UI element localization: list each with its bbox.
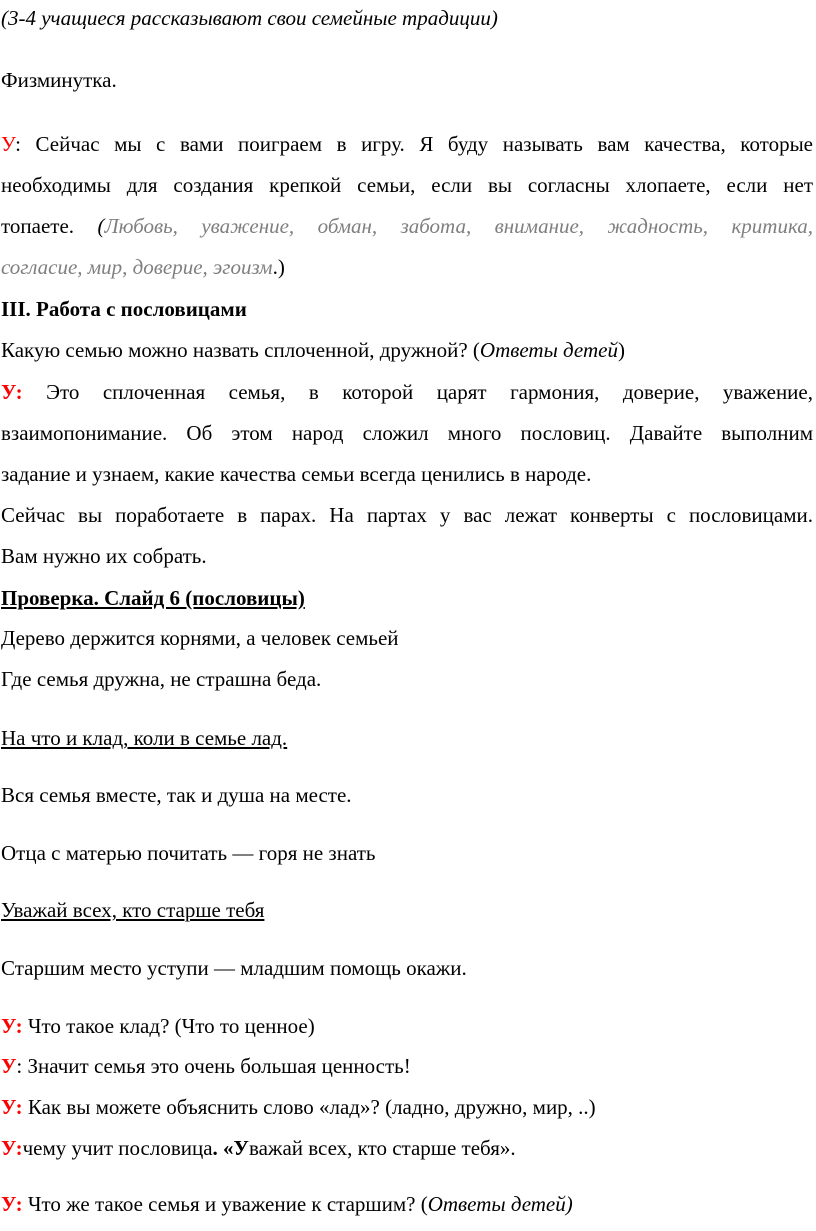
explain-line-1-text: Это сплоченная семья, в которой царят гармония, доверие, уважение, <box>46 380 813 404</box>
qualities-open-paren: ( <box>97 214 105 238</box>
dialog-line-5-answer: Ответы детей) <box>427 1192 573 1216</box>
question-answer: Ответы детей <box>479 338 618 362</box>
teacher-speaker-label: У <box>1 132 16 156</box>
section-heading: III. Работа с пословицами <box>1 297 247 321</box>
game-paragraph-line-3 <box>1 213 813 239</box>
proverb-item: Старшим место уступи — младшим помощь окажи. <box>1 956 467 980</box>
game-paragraph-line-4 <box>1 254 813 280</box>
dialog-line-1 <box>1 1013 813 1039</box>
explain-line-3: задание и узнаем, какие качества семьи всегда ценились в народе. <box>1 462 592 486</box>
dialog-line-3-text: Как вы можете объяснить слово «лад»? (ладно, дружно, мир, ..) <box>22 1095 596 1119</box>
game-line-3-text: топаете. <box>1 214 75 238</box>
explain-line-2: взаимопонимание. Об этом народ сложил много пословиц. Давайте выполним <box>1 421 813 445</box>
qualities-list-b: согласие, мир, доверие, эгоизм <box>1 255 273 279</box>
dialog-line-4-text-a: чему учит пословица <box>22 1136 213 1160</box>
teacher-speaker-label: У: <box>1 1014 23 1038</box>
teacher-speaker-label: У: <box>1 1192 23 1216</box>
proverb-item: Дерево держится корнями, а человек семьей <box>1 626 399 650</box>
speaker-separator: : <box>15 132 21 156</box>
pairs-line-2: Вам нужно их собрать. <box>1 544 207 568</box>
question-line <box>1 337 813 363</box>
game-paragraph-line-2: необходимы для создания крепкой семьи, если вы согласны хлопаете, если нет <box>1 173 813 197</box>
proverb-item: Вся семья вместе, так и душа на месте. <box>1 783 352 807</box>
proverb-item: Где семья дружна, не страшна беда. <box>1 667 322 691</box>
teacher-speaker-label: У <box>1 1054 17 1078</box>
dialog-line-2-text: : Значит семья это очень большая ценность! <box>16 1054 411 1078</box>
intro-note: (3-4 учащиеся рассказывают свои семейные традиции) <box>1 6 498 30</box>
check-heading: Проверка. Слайд 6 (пословицы) <box>1 586 305 610</box>
physical-break-label: Физминутка. <box>1 68 117 92</box>
dialog-line-5 <box>1 1191 813 1217</box>
teacher-speaker-label: У: <box>1 1095 23 1119</box>
dialog-line-1-text: Что такое клад? (Что то ценное) <box>22 1014 315 1038</box>
dialog-line-5-text: Что же такое семья и уважение к старшим? ( <box>22 1192 428 1216</box>
teacher-speaker-label: У: <box>1 380 23 404</box>
proverb-item: На что и клад, коли в семье лад. <box>1 726 288 750</box>
game-line-1-text: Сейчас мы с вами поиграем в игру. Я буду называть вам качества, которые <box>35 132 814 156</box>
dialog-line-3 <box>1 1094 813 1120</box>
game-paragraph-line-1 <box>1 131 813 157</box>
question-close: ) <box>617 338 625 362</box>
qualities-list-a: Любовь, уважение, обман, забота, внимание, жадность, критика, <box>104 214 814 238</box>
qualities-close-paren: .) <box>272 255 285 279</box>
proverb-item: Уважай всех, кто старше тебя <box>1 898 265 922</box>
dialog-line-4-bold: . «У <box>212 1136 249 1160</box>
teacher-speaker-label: У: <box>1 1136 23 1160</box>
dialog-line-4 <box>1 1135 813 1161</box>
dialog-line-2 <box>1 1053 813 1079</box>
explain-line-1 <box>1 379 813 405</box>
question-text: Какую семью можно назвать сплоченной, дружной? ( <box>1 338 480 362</box>
pairs-line-1: Сейчас вы поработаете в парах. На партах у вас лежат конверты с пословицами. <box>1 503 813 527</box>
dialog-line-4-text-b: важай всех, кто старше тебя». <box>248 1136 516 1160</box>
proverb-item: Отца с матерью почитать — горя не знать <box>1 841 376 865</box>
